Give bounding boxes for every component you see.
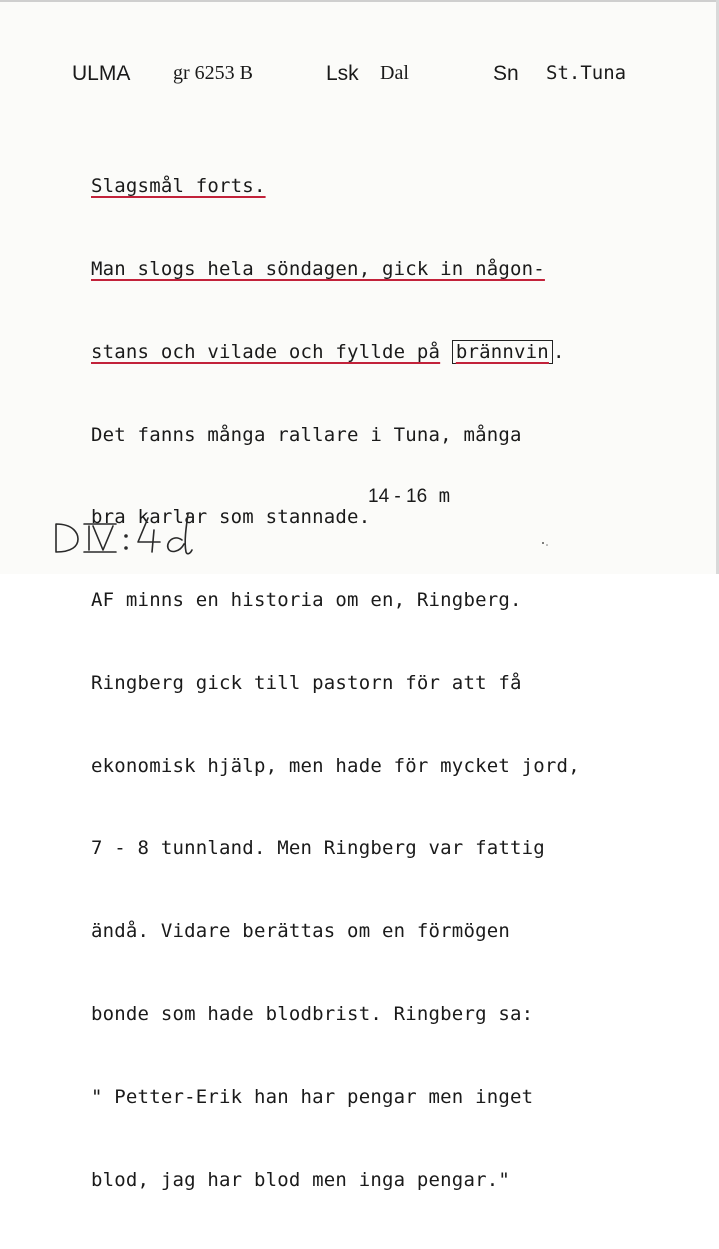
body-line: Ringberg gick till pastorn för att få xyxy=(91,671,522,694)
archive-code: ULMA xyxy=(72,62,131,85)
highlighted-text: stans och vilade och fyllde på xyxy=(91,340,441,363)
body-line xyxy=(91,173,580,201)
handwritten-annotation xyxy=(48,512,218,562)
body-line: Det fanns många rallare i Tuna, många xyxy=(91,423,522,446)
boxed-keyword: brännvin xyxy=(452,340,553,364)
period-mark: . xyxy=(552,340,565,363)
body-line: blod, jag har blod men inga pengar." xyxy=(91,1168,511,1191)
body-line: bra karlar som stannade. xyxy=(91,506,371,529)
pages-unit: m xyxy=(438,485,451,507)
card-top-edge xyxy=(0,0,719,2)
body-line xyxy=(91,256,580,284)
paper-speck xyxy=(540,540,552,548)
page-reference xyxy=(368,485,450,508)
pages-range: 14 - 16 xyxy=(368,486,428,507)
body-line: ändå. Vidare berättas om en förmögen xyxy=(91,920,511,943)
province-label: Lsk xyxy=(326,62,359,85)
body-line: ekonomisk hjälp, men hade för mycket jord, xyxy=(91,754,580,777)
body-line: bonde som hade blodbrist. Ringberg sa: xyxy=(91,1003,534,1025)
card-header xyxy=(72,62,692,90)
body-line: AF minns en historia om en, Ringberg. xyxy=(91,589,522,612)
highlighted-text: Man slogs hela söndagen, gick in någon- xyxy=(91,257,545,280)
card-body xyxy=(91,118,580,1249)
record-number: gr 6253 B xyxy=(173,62,253,84)
parish-label: Sn xyxy=(493,62,519,85)
parish-value: St.Tuna xyxy=(546,62,627,84)
subject-heading: Slagsmål forts. xyxy=(91,175,266,198)
body-line: " Petter-Erik han har pengar men inget xyxy=(91,1085,534,1108)
province-value: Dal xyxy=(380,62,409,84)
body-line: 7 - 8 tunnland. Men Ringberg var fattig xyxy=(91,837,545,860)
body-line xyxy=(91,339,580,367)
